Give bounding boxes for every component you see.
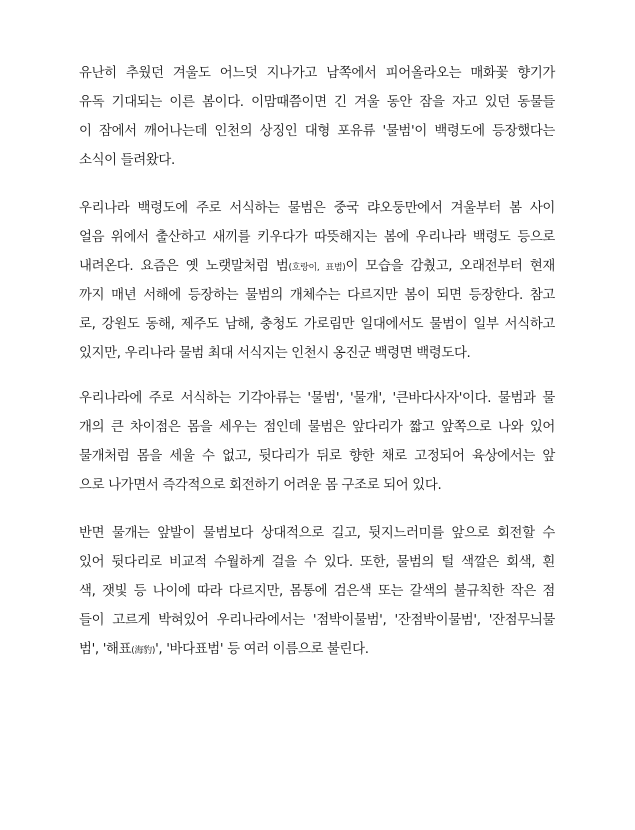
text-line: 우리나라에 주로 서식하는 기각아류는 '물범', '물개', '큰바다사자'이다. 물범과 물 xyxy=(79,391,555,406)
text-line: 로, 강원도 동해, 제주도 남해, 충청도 가로림만 일대에서도 물범이 일부 서식하고 xyxy=(79,317,555,332)
text-segment: ', '바다표범' 등 여러 이름으로 불린다. xyxy=(155,642,369,657)
text-line: 유독 기대되는 이른 봄이다. 이맘때쯤이면 긴 겨울 동안 잠을 자고 있던 동물들 xyxy=(79,95,555,110)
text-segment: 내려온다. 요즘은 옛 노랫말처럼 범 xyxy=(79,259,289,274)
text-line: 이 잠에서 깨어나는데 인천의 상징인 대형 포유류 '물범'이 백령도에 등장했다는 xyxy=(79,124,555,139)
text-line: 들이 고르게 박혀있어 우리나라에서는 '점박이물범', '잔점박이물범', '잔점무늬물 xyxy=(79,613,555,628)
text-line: 개의 큰 차이점은 몸을 세우는 점인데 물범은 앞다리가 짧고 앞쪽으로 나와 있어 xyxy=(79,420,555,435)
text-line: 있어 뒷다리로 비교적 수월하게 걸을 수 있다. 또한, 물범의 털 색깔은 회색, 흰 xyxy=(79,555,555,570)
text-line: 얼음 위에서 출산하고 새끼를 키우다가 따뜻해지는 봄에 우리나라 백령도 등으로 xyxy=(79,230,555,245)
paragraph-1 xyxy=(79,59,555,175)
text-line: 반면 물개는 앞발이 물범보다 상대적으로 길고, 뒷지느러미를 앞으로 회전할 수 xyxy=(79,526,555,541)
text-segment: 이 모습을 감췄고, 오래전부터 현재 xyxy=(345,259,555,274)
text-line: 유난히 추웠던 겨울도 어느덧 지나가고 남쪽에서 피어올라오는 매화꽃 향기가 xyxy=(79,66,555,81)
text-line xyxy=(79,635,555,664)
paragraph-3 xyxy=(79,384,555,500)
text-line xyxy=(79,252,555,281)
paragraph-2 xyxy=(79,194,555,368)
text-segment: 범', '해표 xyxy=(79,642,132,657)
text-line: 까지 매년 서해에 등장하는 물범의 개체수는 다르지만 봄이 되면 등장한다. 참고 xyxy=(79,288,555,303)
text-line: 있지만, 우리나라 물범 최대 서식지는 인천시 옹진군 백령면 백령도다. xyxy=(79,346,471,361)
text-line: 색, 잿빛 등 나이에 따라 다르지만, 몸통에 검은색 또는 갈색의 불규칙한 작은 점 xyxy=(79,584,555,599)
paragraph-4 xyxy=(79,519,555,664)
text-line: 으로 나가면서 즉각적으로 회전하기 어려운 몸 구조로 되어 있다. xyxy=(79,478,442,493)
text-segment-small: (海豹) xyxy=(131,646,156,656)
text-line: 우리나라 백령도에 주로 서식하는 물범은 중국 랴오둥만에서 겨울부터 봄 사이 xyxy=(79,201,555,216)
text-line: 물개처럼 몸을 세울 수 없고, 뒷다리가 뒤로 향한 채로 고정되어 육상에서는 앞 xyxy=(79,449,555,464)
text-line: 소식이 들려왔다. xyxy=(79,153,175,168)
text-segment-small: (호랑이, 표범) xyxy=(288,263,346,273)
